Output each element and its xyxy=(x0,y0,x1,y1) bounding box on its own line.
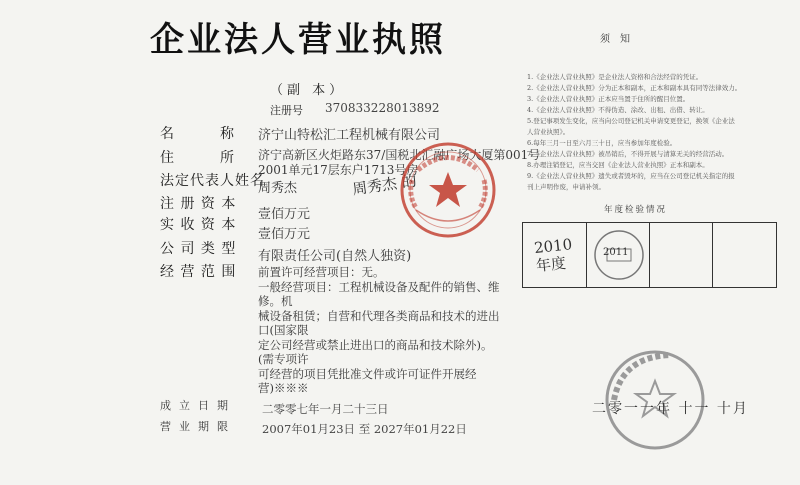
issue-date-handwritten: 二零一一年 十一 十月 xyxy=(592,401,749,417)
notice-item: 人营业执照》。 xyxy=(527,128,570,136)
scope-line: 前置许可经营项目：无。 xyxy=(258,265,385,279)
notice-item: 4.《企业法人营业执照》不得伪造、涂改、出租、出借、转让。 xyxy=(527,106,709,114)
notice-item: 6.每年三月一日至六月三十日，应当参加年度检验。 xyxy=(527,139,677,147)
date-label-established: 成立日期 xyxy=(160,399,236,412)
notice-item: 9.《企业法人营业执照》遗失或者毁坏的，应当在公司登记机关指定的报 xyxy=(527,172,735,180)
annual-inspection-table xyxy=(522,222,777,288)
scope-line: 可经营的项目凭批准文件或许可证件开展经营)※※※ xyxy=(258,366,477,395)
field-label-paid-capital: 实 收 资 本 xyxy=(160,217,237,233)
business-scope-text xyxy=(258,265,503,396)
table-divider xyxy=(712,223,713,287)
field-label-address: 住 所 xyxy=(160,150,235,166)
reg-no-label: 注册号 xyxy=(270,104,303,117)
scope-line: 械设备租赁；自营和代理各类商品和技术的进出口(国家限 xyxy=(258,308,500,337)
notice-item: 3.《企业法人营业执照》正本应当置于住所的醒目位置。 xyxy=(527,95,690,103)
date-value-term: 2007年01月23日 至 2027年01月22日 xyxy=(262,422,467,436)
scope-line: 定公司经营或禁止进出口的商品和技术除外)。(需专项许 xyxy=(258,337,493,366)
field-value-registered-capital: 壹佰万元 xyxy=(258,207,311,222)
notice-item: 1.《企业法人营业执照》是企业法人资格和合法经营的凭证。 xyxy=(527,73,703,81)
table-divider xyxy=(586,223,587,287)
notice-title: 须知 xyxy=(600,34,640,45)
annual-entry-2011: 2011 xyxy=(603,247,629,258)
field-label-registered-capital: 注 册 资 本 xyxy=(160,196,237,212)
notice-item: 2.《企业法人营业执照》分为正本和副本，正本和副本具有同等法律效力。 xyxy=(527,84,742,92)
field-value-company-type: 有限责任公司(自然人独资) xyxy=(258,249,412,264)
field-label-business-scope: 经 营 范 围 xyxy=(160,264,237,280)
field-label-legal-rep: 法定代表人姓名 xyxy=(160,173,265,189)
date-label-term: 营业期限 xyxy=(160,420,236,433)
date-value-established: 二零零七年一月二十三日 xyxy=(262,402,389,416)
field-label-name: 名 称 xyxy=(160,126,235,142)
document-title: 企业法人营业执照 xyxy=(150,20,446,60)
red-official-seal xyxy=(398,140,498,240)
field-value-address: 济宁高新区火炬路东37/国税北汇融广场大厦第001号2001单元17层东户1713号房 xyxy=(258,148,541,177)
scope-line: 一般经营项目：工程机械设备及配件的销售、维修。机 xyxy=(258,279,500,308)
handwritten-signature: 周秀杰 的 xyxy=(351,171,418,199)
field-value-paid-capital: 壹佰万元 xyxy=(258,227,311,242)
reg-no-value: 370833228013892 xyxy=(325,101,440,115)
notice-item: 7.《企业法人营业执照》被吊销后，不得开展与清算无关的经营活动。 xyxy=(527,150,729,158)
table-divider xyxy=(649,223,650,287)
document-subtitle: （副 本） xyxy=(270,83,347,98)
annual-entry-2010: 2010年度 xyxy=(533,235,574,275)
notice-item: 刊上声明作废，申请补领。 xyxy=(527,183,605,191)
notice-item: 8.办理注销登记，应当交回《企业法人营业执照》正本和副本。 xyxy=(527,161,709,169)
field-value-name: 济宁山特松汇工程机械有限公司 xyxy=(258,128,441,143)
field-value-legal-rep: 周秀杰 xyxy=(258,181,298,196)
notice-list xyxy=(527,72,767,193)
field-label-company-type: 公 司 类 型 xyxy=(160,241,237,257)
notice-item: 5.登记事项发生变化，应当向公司登记机关申请变更登记，换领《企业法 xyxy=(527,117,735,125)
annual-inspection-title: 年度检验情况 xyxy=(604,205,668,215)
